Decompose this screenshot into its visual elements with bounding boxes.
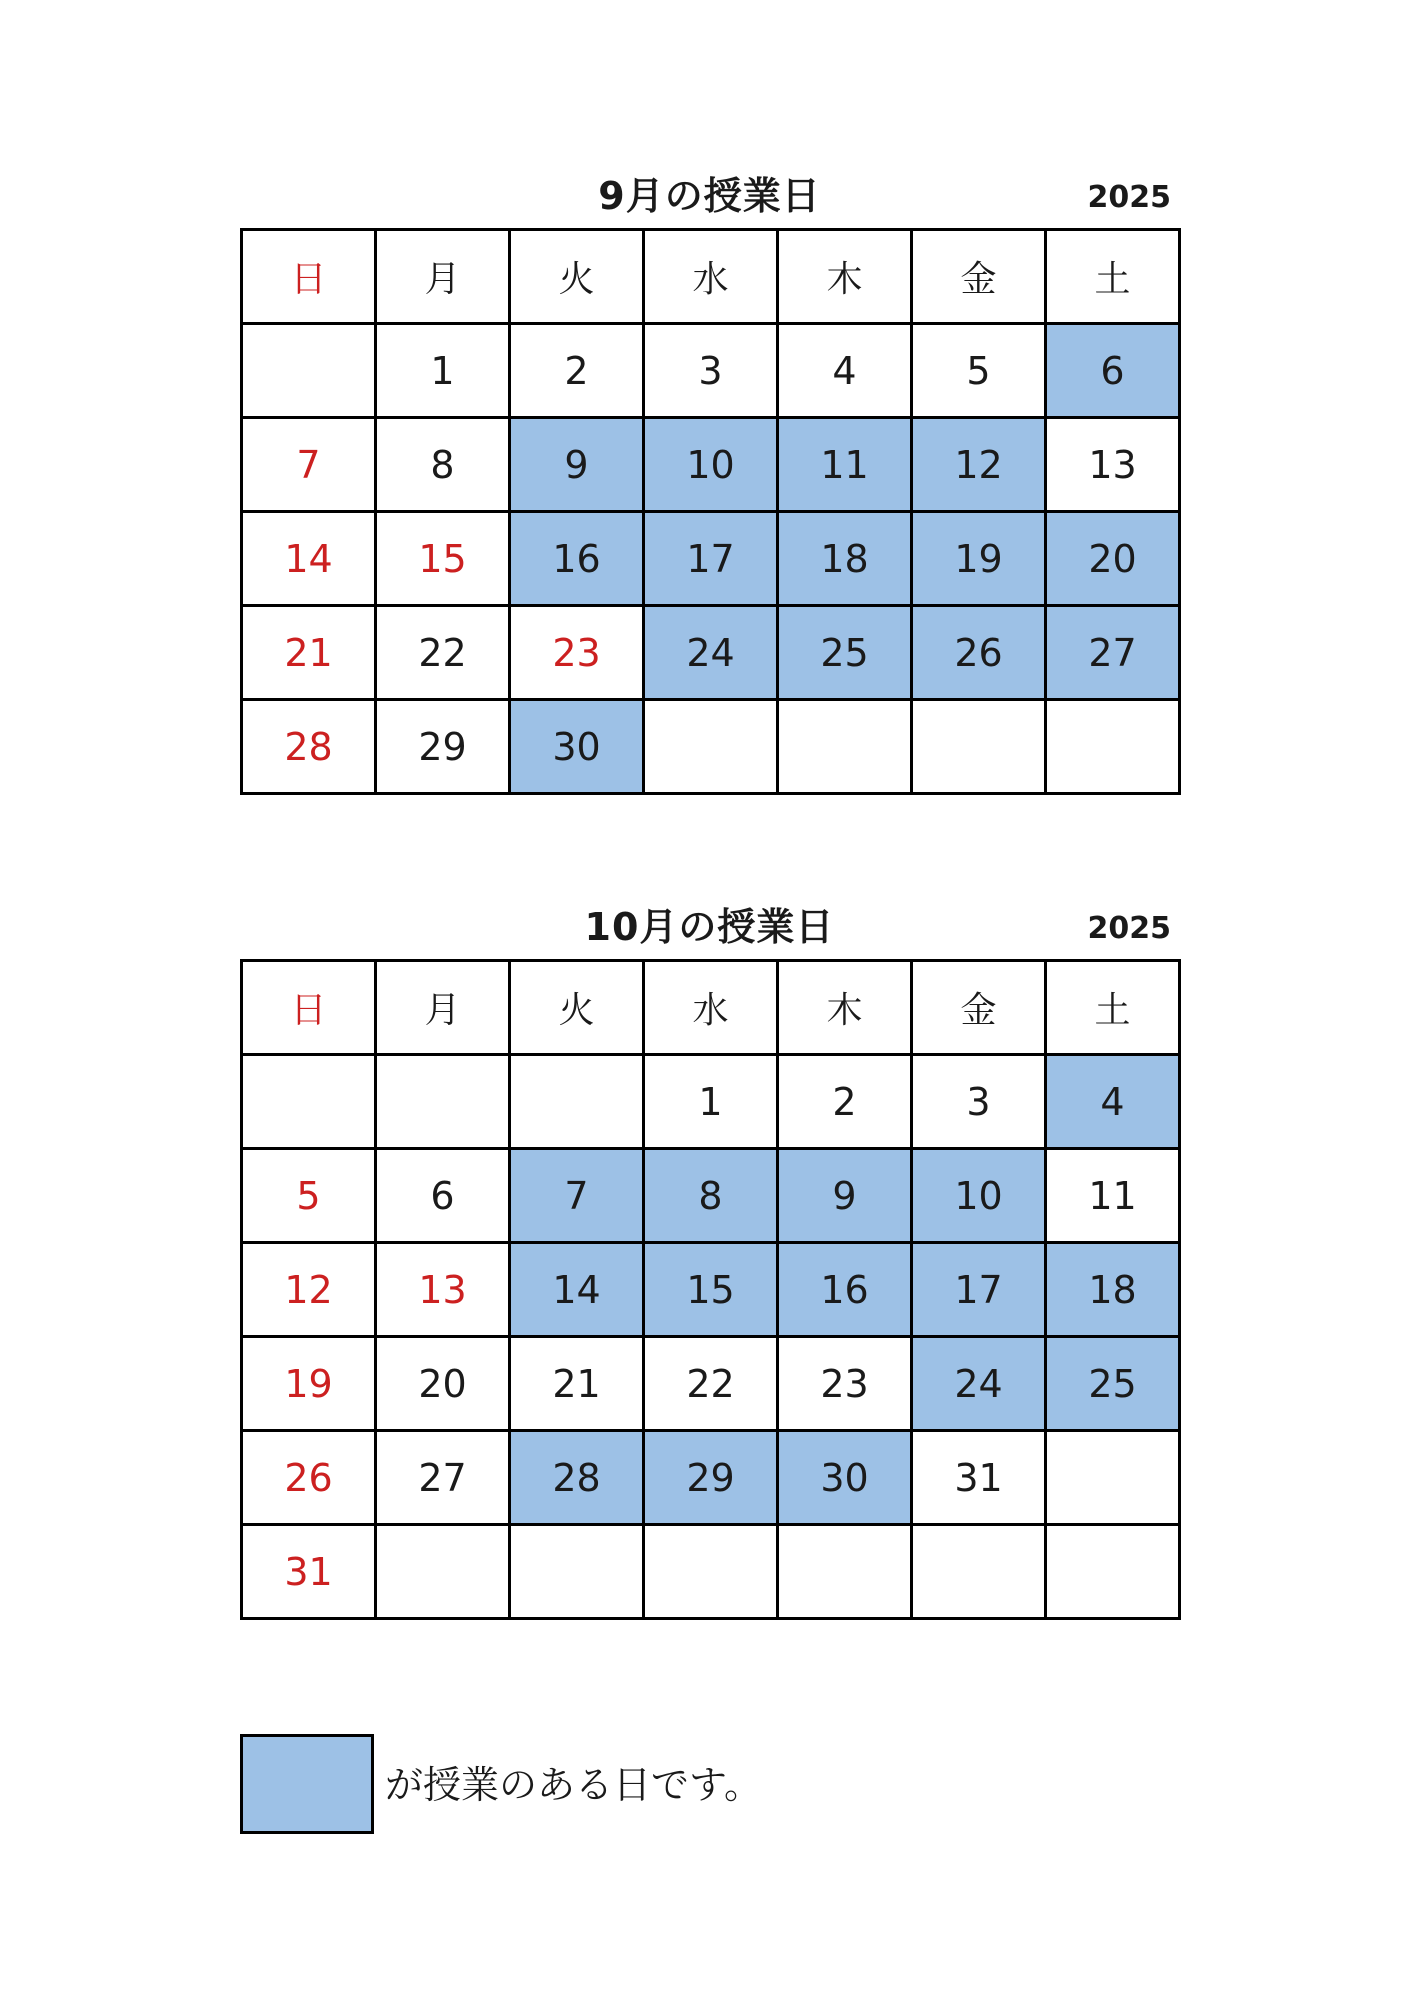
weekday-header: 金 bbox=[912, 230, 1046, 324]
class-day-cell: 15 bbox=[644, 1243, 778, 1337]
week-row bbox=[242, 1149, 1180, 1243]
weekday-header: 火 bbox=[510, 961, 644, 1055]
day-cell: 22 bbox=[376, 606, 510, 700]
calendar-year: 2025 bbox=[1087, 911, 1171, 946]
class-day-cell: 20 bbox=[1046, 512, 1180, 606]
week-row bbox=[242, 512, 1180, 606]
week-row bbox=[242, 606, 1180, 700]
week-row bbox=[242, 1431, 1180, 1525]
class-day-cell: 17 bbox=[644, 512, 778, 606]
day-cell: 14 bbox=[242, 512, 376, 606]
day-cell: 13 bbox=[1046, 418, 1180, 512]
class-day-cell: 28 bbox=[510, 1431, 644, 1525]
class-day-cell: 26 bbox=[912, 606, 1046, 700]
calendar-title: 10月の授業日 bbox=[584, 905, 835, 949]
day-cell: 21 bbox=[510, 1337, 644, 1431]
day-cell: 29 bbox=[376, 700, 510, 794]
empty-cell bbox=[778, 700, 912, 794]
weekday-header: 水 bbox=[644, 961, 778, 1055]
calendar-year: 2025 bbox=[1087, 180, 1171, 215]
class-day-cell: 19 bbox=[912, 512, 1046, 606]
empty-cell bbox=[778, 1525, 912, 1619]
day-cell: 19 bbox=[242, 1337, 376, 1431]
legend-text: が授業のある日です。 bbox=[385, 1763, 762, 1807]
day-cell: 6 bbox=[376, 1149, 510, 1243]
empty-cell bbox=[1046, 1431, 1180, 1525]
week-row bbox=[242, 1337, 1180, 1431]
class-day-cell: 6 bbox=[1046, 324, 1180, 418]
week-row bbox=[242, 1525, 1180, 1619]
empty-cell bbox=[376, 1055, 510, 1149]
day-cell: 7 bbox=[242, 418, 376, 512]
week-row bbox=[242, 418, 1180, 512]
day-cell: 3 bbox=[644, 324, 778, 418]
class-day-cell: 29 bbox=[644, 1431, 778, 1525]
empty-cell bbox=[242, 324, 376, 418]
empty-cell bbox=[242, 1055, 376, 1149]
week-row bbox=[242, 1055, 1180, 1149]
empty-cell bbox=[1046, 1525, 1180, 1619]
class-day-cell: 14 bbox=[510, 1243, 644, 1337]
day-cell: 2 bbox=[778, 1055, 912, 1149]
weekday-header: 月 bbox=[376, 230, 510, 324]
day-cell: 13 bbox=[376, 1243, 510, 1337]
weekday-header-row bbox=[242, 230, 1180, 324]
calendar-grid bbox=[240, 959, 1181, 1620]
day-cell: 21 bbox=[242, 606, 376, 700]
week-row bbox=[242, 324, 1180, 418]
day-cell: 31 bbox=[912, 1431, 1046, 1525]
calendar-title: 9月の授業日 bbox=[598, 174, 821, 218]
class-day-cell: 30 bbox=[778, 1431, 912, 1525]
day-cell: 5 bbox=[242, 1149, 376, 1243]
week-row bbox=[242, 700, 1180, 794]
empty-cell bbox=[510, 1055, 644, 1149]
day-cell: 15 bbox=[376, 512, 510, 606]
weekday-header: 月 bbox=[376, 961, 510, 1055]
day-cell: 12 bbox=[242, 1243, 376, 1337]
day-cell: 11 bbox=[1046, 1149, 1180, 1243]
class-day-cell: 10 bbox=[912, 1149, 1046, 1243]
class-day-cell: 9 bbox=[510, 418, 644, 512]
class-day-cell: 10 bbox=[644, 418, 778, 512]
weekday-header: 木 bbox=[778, 961, 912, 1055]
weekday-header: 水 bbox=[644, 230, 778, 324]
empty-cell bbox=[510, 1525, 644, 1619]
day-cell: 27 bbox=[376, 1431, 510, 1525]
day-cell: 1 bbox=[644, 1055, 778, 1149]
weekday-header: 日 bbox=[242, 230, 376, 324]
day-cell: 1 bbox=[376, 324, 510, 418]
empty-cell bbox=[376, 1525, 510, 1619]
empty-cell bbox=[912, 700, 1046, 794]
day-cell: 28 bbox=[242, 700, 376, 794]
class-day-cell: 24 bbox=[644, 606, 778, 700]
legend-swatch bbox=[240, 1734, 374, 1834]
legend bbox=[240, 1734, 1140, 1834]
day-cell: 5 bbox=[912, 324, 1046, 418]
weekday-header: 土 bbox=[1046, 230, 1180, 324]
class-day-cell: 7 bbox=[510, 1149, 644, 1243]
class-day-cell: 11 bbox=[778, 418, 912, 512]
weekday-header: 日 bbox=[242, 961, 376, 1055]
empty-cell bbox=[1046, 700, 1180, 794]
empty-cell bbox=[912, 1525, 1046, 1619]
day-cell: 23 bbox=[778, 1337, 912, 1431]
class-day-cell: 18 bbox=[1046, 1243, 1180, 1337]
day-cell: 8 bbox=[376, 418, 510, 512]
weekday-header: 金 bbox=[912, 961, 1046, 1055]
day-cell: 22 bbox=[644, 1337, 778, 1431]
weekday-header-row bbox=[242, 961, 1180, 1055]
weekday-header: 火 bbox=[510, 230, 644, 324]
day-cell: 23 bbox=[510, 606, 644, 700]
weekday-header: 土 bbox=[1046, 961, 1180, 1055]
day-cell: 3 bbox=[912, 1055, 1046, 1149]
day-cell: 31 bbox=[242, 1525, 376, 1619]
day-cell: 4 bbox=[778, 324, 912, 418]
class-day-cell: 27 bbox=[1046, 606, 1180, 700]
class-day-cell: 25 bbox=[778, 606, 912, 700]
class-day-cell: 9 bbox=[778, 1149, 912, 1243]
day-cell: 2 bbox=[510, 324, 644, 418]
day-cell: 26 bbox=[242, 1431, 376, 1525]
week-row bbox=[242, 1243, 1180, 1337]
class-day-cell: 17 bbox=[912, 1243, 1046, 1337]
class-day-cell: 30 bbox=[510, 700, 644, 794]
empty-cell bbox=[644, 700, 778, 794]
class-day-cell: 18 bbox=[778, 512, 912, 606]
class-day-cell: 25 bbox=[1046, 1337, 1180, 1431]
weekday-header: 木 bbox=[778, 230, 912, 324]
day-cell: 20 bbox=[376, 1337, 510, 1431]
class-day-cell: 24 bbox=[912, 1337, 1046, 1431]
class-day-cell: 12 bbox=[912, 418, 1046, 512]
class-day-cell: 16 bbox=[510, 512, 644, 606]
class-day-cell: 16 bbox=[778, 1243, 912, 1337]
class-day-cell: 8 bbox=[644, 1149, 778, 1243]
empty-cell bbox=[644, 1525, 778, 1619]
calendar-grid bbox=[240, 228, 1181, 795]
class-day-cell: 4 bbox=[1046, 1055, 1180, 1149]
